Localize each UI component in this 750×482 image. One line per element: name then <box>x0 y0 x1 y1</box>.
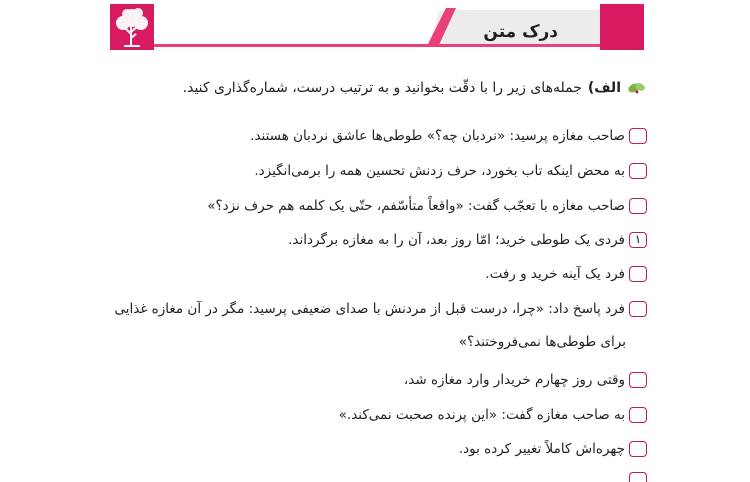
leaf-icon <box>627 80 647 96</box>
banner-shape <box>110 4 644 52</box>
item-text: فردی یک طوطی خرید؛ امّا روز بعد، آن را به مغازه برگرداند. <box>288 232 625 248</box>
list-item <box>485 264 647 284</box>
order-number-box[interactable] <box>629 266 647 282</box>
order-number-box[interactable] <box>629 407 647 423</box>
instruction-text: جمله‌های زیر را با دقّت بخوانید و به ترتیب درست، شماره‌گذاری کنید. <box>182 80 582 96</box>
item-text: صاحب مغازه پرسید: «نردبان چه؟» طوطی‌ها عاشق نردبان هستند. <box>250 128 625 144</box>
item-text: به محض اینکه تاب بخورد، حرف زدنش تحسین همه را برمی‌انگیزد. <box>254 163 625 179</box>
item-text: فرد پاسخ داد: «چرا، درست قبل از مردنش با صدای ضعیفی پرسید: مگر در آن مغازه غذایی <box>114 301 625 317</box>
list-item <box>339 405 647 425</box>
item-text: چهره‌اش کاملاً تغییر کرده بود. <box>458 441 625 457</box>
order-number-box-partial <box>629 472 647 482</box>
order-number-box[interactable]: ۱ <box>629 232 647 248</box>
item-text: وقتی روز چهارم خریدار وارد مغازه شد، <box>403 372 625 388</box>
list-item <box>114 299 647 319</box>
order-number-box[interactable] <box>629 441 647 457</box>
list-item <box>250 126 647 146</box>
item-text-continuation: برای طوطی‌ها نمی‌فروختند؟» <box>458 334 626 350</box>
exercise-label: الف) <box>587 80 621 96</box>
list-item <box>404 370 647 390</box>
order-number-box[interactable] <box>629 128 647 144</box>
item-text: فرد یک آینه خرید و رفت. <box>485 266 625 282</box>
item-text: صاحب مغازه با تعجّب گفت: «واقعاً متأسّفم، حتّی یک کلمه هم حرف نزد؟» <box>207 198 625 214</box>
list-item <box>288 230 647 250</box>
order-number-box[interactable] <box>629 372 647 388</box>
list-item <box>254 161 647 181</box>
order-number-box[interactable] <box>629 163 647 179</box>
exercise-instruction <box>183 80 647 96</box>
tree-icon <box>110 4 154 52</box>
section-title: درک متن <box>483 22 558 42</box>
item-text: به صاحب مغازه گفت: «این پرنده صحبت نمی‌کند.» <box>338 407 625 423</box>
list-item <box>207 196 647 216</box>
order-number-box[interactable] <box>629 301 647 317</box>
order-number-box[interactable] <box>629 198 647 214</box>
section-header <box>110 4 644 50</box>
list-item <box>459 439 647 459</box>
